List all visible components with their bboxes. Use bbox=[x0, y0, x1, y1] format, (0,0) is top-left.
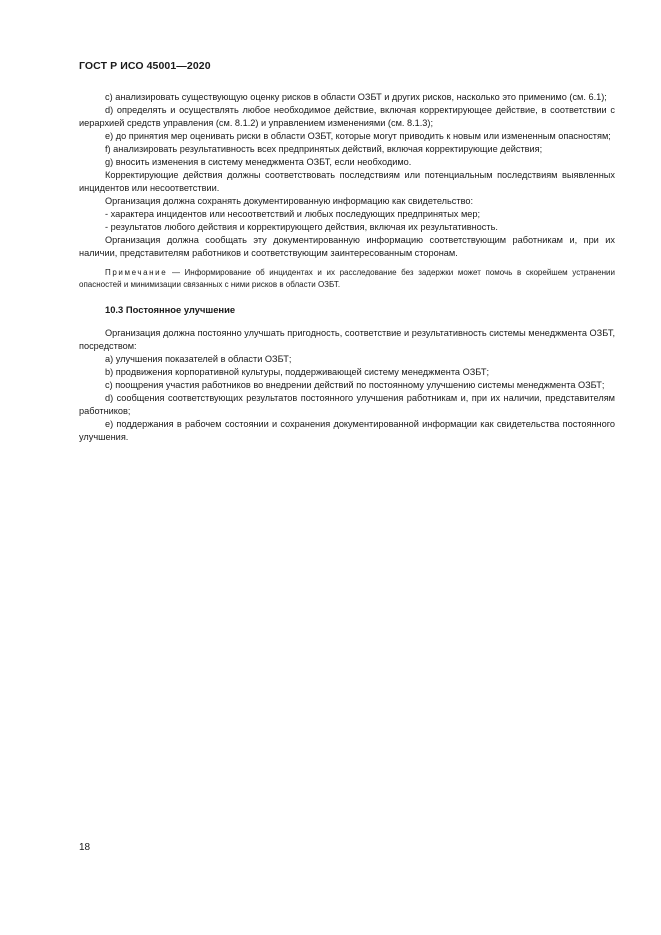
section-intro-paragraph: Организация должна постоянно улучшать пригодность, соответствие и результативность системы менеджмента ОЗБТ, посредством: bbox=[79, 328, 615, 351]
page-content bbox=[79, 91, 615, 444]
dash-item-nature: - характера инцидентов или несоответствий и любых последующих предпринятых мер; bbox=[105, 209, 481, 219]
section-body bbox=[79, 327, 615, 444]
list-item-g: g) вносить изменения в систему менеджмента ОЗБТ, если необходимо. bbox=[105, 157, 412, 167]
section-item-d: d) сообщения соответствующих результатов постоянного улучшения работникам и, при их наличии, представителям работников; bbox=[79, 393, 615, 416]
list-item-c: c) анализировать существующую оценку рисков в области ОЗБТ и других рисков, насколько это применимо (см. 6.1); bbox=[105, 92, 607, 102]
section-item-c: c) поощрения участия работников во внедрении действий по постоянному улучшению системы менеджмента ОЗБТ; bbox=[105, 380, 605, 390]
list-item-f: f) анализировать результативность всех предпринятых действий, включая корректирующие действия; bbox=[105, 144, 543, 154]
communicate-paragraph: Организация должна сообщать эту документированную информацию соответствующим работникам и, при их наличии, представителям работников и соответствующим заинтересованным сторонам. bbox=[79, 235, 615, 258]
note bbox=[79, 267, 615, 290]
list-item-e: e) до принятия мер оценивать риски в области ОЗБТ, которые могут приводить к новым или измененным опасностям; bbox=[105, 131, 611, 141]
section-item-a: a) улучшения показателей в области ОЗБТ; bbox=[105, 354, 292, 364]
retain-info-paragraph: Организация должна сохранять документированную информацию как свидетельство: bbox=[105, 196, 474, 206]
list-item-d: d) определять и осуществлять любое необходимое действие, включая корректирующее действие, в соответствии с иерархией средств управления (см. 8.1.2) и управлением изменениями (см. 8.1.3); bbox=[79, 105, 615, 128]
dash-item-results: - результатов любого действия и корректирующего действия, включая их результативность. bbox=[105, 222, 498, 232]
page-number: 18 bbox=[79, 842, 91, 853]
section-item-b: b) продвижения корпоративной культуры, поддерживающей систему менеджмента ОЗБТ; bbox=[105, 367, 490, 377]
note-text: — Информирование об инцидентах и их расследование без задержки может помочь в скорейшем устранении опасностей и минимизации связанных с ними рисков в области ОЗБТ. bbox=[79, 268, 615, 289]
section-item-e: e) поддержания в рабочем состоянии и сохранения документированной информации как свидетельства постоянного улучшения. bbox=[79, 419, 615, 442]
section-title: 10.3 Постоянное улучшение bbox=[105, 304, 236, 315]
document-header: ГОСТ Р ИСО 45001—2020 bbox=[79, 60, 211, 72]
corrective-actions-paragraph: Корректирующие действия должны соответствовать последствиям или потенциальным последствиям выявленных инцидентов или несоответствии. bbox=[79, 170, 615, 193]
note-label: Примечание bbox=[105, 268, 168, 277]
